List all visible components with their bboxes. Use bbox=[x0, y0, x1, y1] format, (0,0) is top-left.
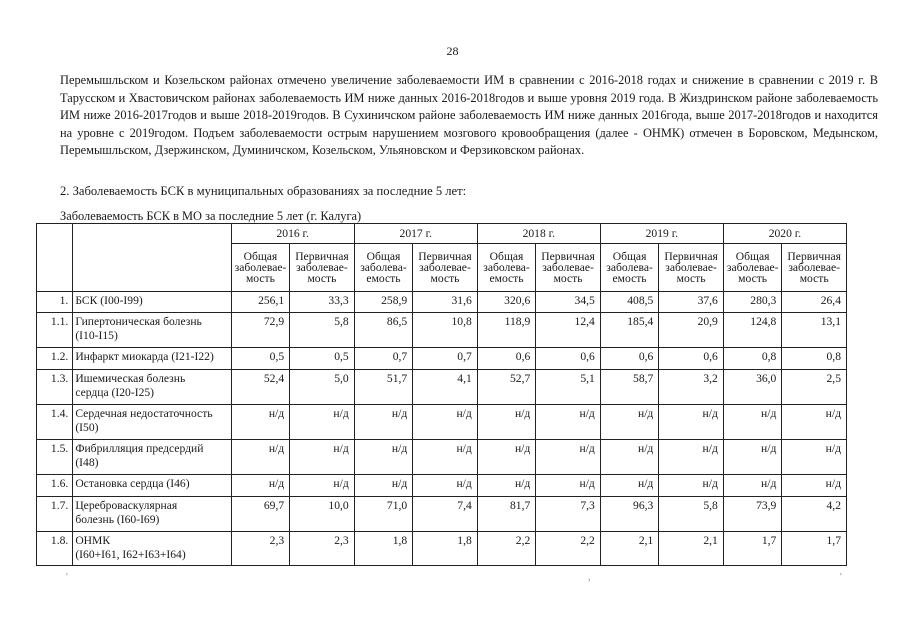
row-name-line: Сердечная недостаточность bbox=[75, 406, 213, 420]
table-cell: н/д bbox=[659, 440, 724, 475]
table-cell: н/д bbox=[600, 404, 659, 439]
header-line: Первичная bbox=[787, 250, 841, 263]
table-cell: н/д bbox=[231, 475, 290, 496]
row-name bbox=[73, 531, 231, 565]
table-cell: 36,0 bbox=[723, 369, 782, 404]
table-cell: 96,3 bbox=[600, 496, 659, 531]
header-line: Первичная bbox=[664, 250, 718, 263]
row-name-line: ОНМК bbox=[75, 533, 111, 547]
table-cell: н/д bbox=[782, 440, 847, 475]
table-cell: 7,4 bbox=[413, 496, 478, 531]
table-cell: н/д bbox=[290, 404, 355, 439]
table-cell: 4,2 bbox=[782, 496, 847, 531]
table-cell: 0,7 bbox=[413, 348, 478, 369]
header-line: Первичная bbox=[418, 250, 472, 263]
row-index: 1. bbox=[37, 292, 73, 313]
table-cell: н/д bbox=[723, 404, 782, 439]
table-cell: 185,4 bbox=[600, 313, 659, 348]
header-line: емость bbox=[366, 272, 401, 285]
table-cell: 2,3 bbox=[231, 531, 290, 565]
row-index: 1.2. bbox=[37, 348, 73, 369]
row-index: 1.1. bbox=[37, 313, 73, 348]
table-cell: 2,1 bbox=[659, 531, 724, 565]
header-line: Первичная bbox=[295, 250, 349, 263]
table-cell: 31,6 bbox=[413, 292, 478, 313]
table-cell: 0,6 bbox=[477, 348, 536, 369]
table-cell: 10,8 bbox=[413, 313, 478, 348]
table-row bbox=[37, 313, 847, 348]
table-row bbox=[37, 440, 847, 475]
table-cell: 12,4 bbox=[536, 313, 601, 348]
table-cell: 5,0 bbox=[290, 369, 355, 404]
table-cell: 34,5 bbox=[536, 292, 601, 313]
row-name-line: сердца (I20-I25) bbox=[75, 385, 155, 399]
table-cell: н/д bbox=[600, 440, 659, 475]
table-cell: 0,6 bbox=[659, 348, 724, 369]
header-line: заболевае- bbox=[296, 261, 348, 274]
table-cell: н/д bbox=[659, 475, 724, 496]
table-cell: 71,0 bbox=[354, 496, 413, 531]
incidence-table bbox=[36, 223, 847, 566]
header-line: заболевае- bbox=[788, 261, 841, 274]
header-line: емость bbox=[489, 272, 524, 285]
table-cell: 81,7 bbox=[477, 496, 536, 531]
header-line: Общая bbox=[243, 250, 278, 263]
table-cell: 1,7 bbox=[782, 531, 847, 565]
table-cell: н/д bbox=[723, 475, 782, 496]
table-cell: н/д bbox=[782, 404, 847, 439]
year-header: 2018 г. bbox=[477, 224, 600, 244]
row-name bbox=[73, 369, 231, 404]
header-line: Общая bbox=[489, 250, 524, 263]
row-name-line: (I50) bbox=[75, 420, 99, 434]
table-row bbox=[37, 404, 847, 439]
table-cell: 33,3 bbox=[290, 292, 355, 313]
row-name-line: БСК (I00-I99) bbox=[75, 294, 143, 307]
table-cell: н/д bbox=[354, 404, 413, 439]
table-cell: 26,4 bbox=[782, 292, 847, 313]
table-cell: 37,6 bbox=[659, 292, 724, 313]
table-cell: н/д bbox=[413, 404, 478, 439]
header-total-incidence bbox=[477, 244, 536, 292]
table-row bbox=[37, 348, 847, 369]
row-name-line: (I60+I61, I62+I63+I64) bbox=[75, 547, 186, 561]
table-row bbox=[37, 369, 847, 404]
header-total-incidence bbox=[354, 244, 413, 292]
table-cell: 5,8 bbox=[659, 496, 724, 531]
table-cell: 1,7 bbox=[723, 531, 782, 565]
table-cell: н/д bbox=[354, 440, 413, 475]
row-index: 1.6. bbox=[37, 475, 73, 496]
header-total-incidence bbox=[231, 244, 290, 292]
table-cell: н/д bbox=[723, 440, 782, 475]
table-cell: н/д bbox=[413, 475, 478, 496]
table-cell: 4,1 bbox=[413, 369, 478, 404]
row-name-line: Инфаркт миокарда (I21-I22) bbox=[75, 350, 214, 364]
row-index: 1.5. bbox=[37, 440, 73, 475]
table-cell: 5,1 bbox=[536, 369, 601, 404]
header-line: Общая bbox=[612, 250, 647, 263]
table-cell: 3,2 bbox=[659, 369, 724, 404]
row-index: 1.8. bbox=[37, 531, 73, 565]
row-name bbox=[73, 292, 231, 313]
table-cell: 86,5 bbox=[354, 313, 413, 348]
row-index: 1.7. bbox=[37, 496, 73, 531]
year-header: 2019 г. bbox=[600, 224, 723, 244]
table-cell: н/д bbox=[600, 475, 659, 496]
row-name-line: Фибрилляция предсердий bbox=[75, 442, 204, 456]
row-name bbox=[73, 404, 231, 439]
table-cell: 0,6 bbox=[600, 348, 659, 369]
row-name-line: Гипертоническая болезнь bbox=[75, 315, 202, 329]
table-cell: н/д bbox=[536, 440, 601, 475]
table-cell: 124,8 bbox=[723, 313, 782, 348]
year-header: 2017 г. bbox=[354, 224, 477, 244]
header-line: заболевае- bbox=[419, 261, 471, 274]
table-cell: н/д bbox=[231, 404, 290, 439]
table-cell: н/д bbox=[290, 440, 355, 475]
header-line: заболевае- bbox=[726, 261, 779, 274]
table-cell: 2,3 bbox=[290, 531, 355, 565]
table-cell: 51,7 bbox=[354, 369, 413, 404]
table-cell: 0,5 bbox=[290, 348, 355, 369]
row-name-line: Цереброваскулярная bbox=[75, 498, 178, 512]
table-cell: 2,2 bbox=[477, 531, 536, 565]
table-cell: н/д bbox=[782, 475, 847, 496]
scan-mark: ' bbox=[66, 572, 68, 583]
table-cell: н/д bbox=[659, 404, 724, 439]
table-cell: 2,5 bbox=[782, 369, 847, 404]
row-index: 1.4. bbox=[37, 404, 73, 439]
row-name-line: (I48) bbox=[75, 456, 99, 470]
header-empty-name bbox=[73, 224, 231, 292]
section-heading: 2. Заболеваемость БСК в муниципальных образованиях за последние 5 лет: bbox=[60, 184, 467, 198]
header-primary-incidence bbox=[413, 244, 478, 292]
header-line: мость bbox=[738, 272, 768, 285]
table-cell: н/д bbox=[231, 440, 290, 475]
row-name bbox=[73, 496, 231, 531]
header-primary-incidence bbox=[659, 244, 724, 292]
row-index: 1.3. bbox=[37, 369, 73, 404]
table-cell: 1,8 bbox=[354, 531, 413, 565]
table-cell: 52,7 bbox=[477, 369, 536, 404]
scan-mark: ' bbox=[840, 572, 842, 583]
row-name-line: Ишемическая болезнь bbox=[75, 371, 186, 385]
table-cell: н/д bbox=[354, 475, 413, 496]
table-cell: 258,9 bbox=[354, 292, 413, 313]
table-cell: 320,6 bbox=[477, 292, 536, 313]
header-line: заболева- bbox=[360, 261, 407, 274]
table-cell: 13,1 bbox=[782, 313, 847, 348]
table-cell: 2,1 bbox=[600, 531, 659, 565]
header-line: заболевае- bbox=[542, 261, 594, 274]
body-paragraph: Перемышльском и Козельском районах отмечено увеличение заболеваемости ИМ в сравнении с 2016-2018 годах и снижение в сравнении с 2019 г. В Тарусском и Хвастовичском районах заболеваемость ИМ ниже данных 2016-2018годов и выше уровня 2019 года. В Жиздринском районе заболеваемость ИМ ниже 2016-2017годов и выше 2018-2019годов. В Сухиничском районе заболеваемость ИМ ниже данных 2016года, выше 2017-2018годов и находится на уровне с 2019годом. Подъем заболеваемости острым нарушением мозгового кровообращения (далее - ОНМК) отмечен в Боровском, Медынском, Перемышльском, Дзержинском, Думиничском, Козельском, Ульяновском и Ферзиковском районах. bbox=[60, 73, 878, 158]
table-caption: Заболеваемость БСК в МО за последние 5 лет (г. Калуга) bbox=[60, 209, 362, 223]
table-cell: 256,1 bbox=[231, 292, 290, 313]
table-cell: н/д bbox=[536, 404, 601, 439]
table-row bbox=[37, 531, 847, 565]
table-cell: н/д bbox=[477, 440, 536, 475]
row-name-line: болезнь (I60-I69) bbox=[75, 512, 160, 526]
table-row bbox=[37, 496, 847, 531]
header-empty-index bbox=[37, 224, 73, 292]
header-line: Общая bbox=[366, 250, 401, 263]
row-name bbox=[73, 475, 231, 496]
table-row bbox=[37, 292, 847, 313]
header-line: мость bbox=[430, 272, 460, 285]
header-line: мость bbox=[553, 272, 583, 285]
header-primary-incidence bbox=[290, 244, 355, 292]
table-cell: 52,4 bbox=[231, 369, 290, 404]
header-total-incidence bbox=[723, 244, 782, 292]
table-cell: 10,0 bbox=[290, 496, 355, 531]
row-name bbox=[73, 348, 231, 369]
table-cell: 7,3 bbox=[536, 496, 601, 531]
header-line: мость bbox=[799, 272, 829, 285]
header-line: мость bbox=[307, 272, 337, 285]
table-cell: 0,7 bbox=[354, 348, 413, 369]
header-primary-incidence bbox=[536, 244, 601, 292]
table-cell: н/д bbox=[536, 475, 601, 496]
header-line: Общая bbox=[735, 250, 770, 263]
table-cell: 0,8 bbox=[723, 348, 782, 369]
row-name-line: Остановка сердца (I46) bbox=[75, 477, 190, 491]
table-cell: 73,9 bbox=[723, 496, 782, 531]
table-cell: н/д bbox=[477, 404, 536, 439]
year-header: 2020 г. bbox=[723, 224, 846, 244]
header-primary-incidence bbox=[782, 244, 847, 292]
table-cell: 408,5 bbox=[600, 292, 659, 313]
header-line: мость bbox=[676, 272, 706, 285]
table-cell: 20,9 bbox=[659, 313, 724, 348]
table-cell: н/д bbox=[477, 475, 536, 496]
header-line: заболевае- bbox=[665, 261, 717, 274]
row-name bbox=[73, 440, 231, 475]
table-cell: 72,9 bbox=[231, 313, 290, 348]
table-cell: 1,8 bbox=[413, 531, 478, 565]
table-cell: 5,8 bbox=[290, 313, 355, 348]
header-line: емость bbox=[612, 272, 647, 285]
table-cell: 2,2 bbox=[536, 531, 601, 565]
table-cell: н/д bbox=[290, 475, 355, 496]
header-total-incidence bbox=[600, 244, 659, 292]
header-line: заболевае- bbox=[234, 261, 287, 274]
table-cell: 58,7 bbox=[600, 369, 659, 404]
year-header: 2016 г. bbox=[231, 224, 354, 244]
table-cell: 118,9 bbox=[477, 313, 536, 348]
header-line: заболева- bbox=[606, 261, 653, 274]
table-cell: 0,8 bbox=[782, 348, 847, 369]
table-cell: 69,7 bbox=[231, 496, 290, 531]
header-line: заболева- bbox=[483, 261, 530, 274]
table-cell: 280,3 bbox=[723, 292, 782, 313]
header-line: мость bbox=[245, 272, 275, 285]
row-name bbox=[73, 313, 231, 348]
header-line: Первичная bbox=[541, 250, 595, 263]
table-cell: 0,5 bbox=[231, 348, 290, 369]
table-cell: 0,6 bbox=[536, 348, 601, 369]
table-cell: н/д bbox=[413, 440, 478, 475]
table-row bbox=[37, 475, 847, 496]
row-name-line: (I10-I15) bbox=[75, 329, 118, 343]
scan-mark: , bbox=[588, 572, 591, 583]
page-number: 28 bbox=[446, 44, 459, 58]
